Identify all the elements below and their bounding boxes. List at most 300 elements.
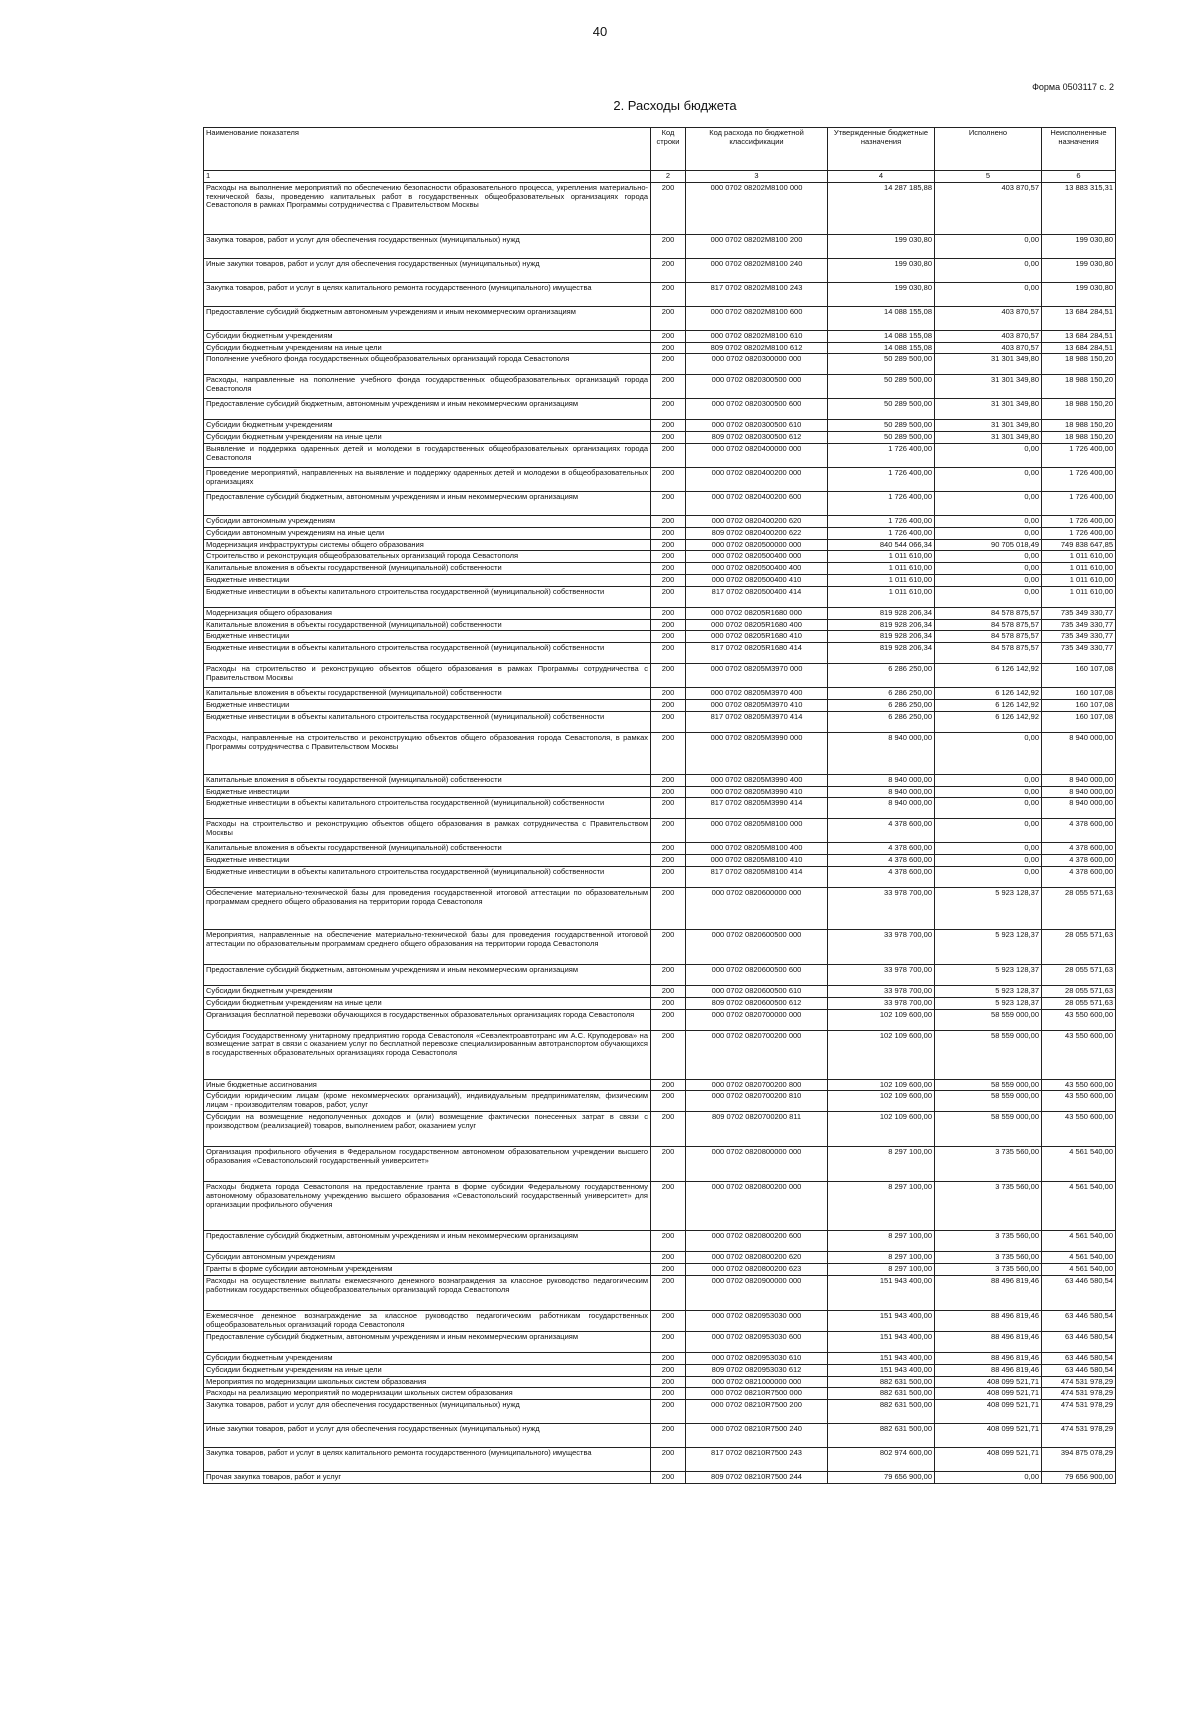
row-kbk: 000 0702 08202М8100 610 (686, 330, 828, 342)
row-approved: 819 928 206,34 (828, 619, 935, 631)
section-title: 2. Расходы бюджета (613, 98, 737, 113)
row-name: Ежемесячное денежное вознаграждение за классное руководство педагогическим работникам государственных общеобразовательных организаций города Севастополя (204, 1310, 651, 1331)
table-row (204, 432, 1116, 444)
row-executed: 58 559 000,00 (935, 1030, 1042, 1079)
row-approved: 8 297 100,00 (828, 1264, 935, 1276)
row-kbk: 000 0702 0820700200 000 (686, 1030, 828, 1079)
row-code: 200 (651, 964, 686, 985)
row-kbk: 817 0702 08205М3970 414 (686, 711, 828, 732)
row-kbk: 000 0702 0820600500 610 (686, 985, 828, 997)
row-name: Бюджетные инвестиции в объекты капитального строительства государственной (муниципальной) собственности (204, 711, 651, 732)
row-unexecuted: 18 988 150,20 (1042, 432, 1116, 444)
row-name: Субсидии бюджетным учреждениям (204, 420, 651, 432)
row-code: 200 (651, 1424, 686, 1448)
row-approved: 1 726 400,00 (828, 515, 935, 527)
row-approved: 819 928 206,34 (828, 643, 935, 664)
row-unexecuted: 1 011 610,00 (1042, 551, 1116, 563)
row-name: Закупка товаров, работ и услуг для обеспечения государственных (муниципальных) нужд (204, 234, 651, 258)
table-row (204, 1388, 1116, 1400)
row-code: 200 (651, 375, 686, 399)
row-unexecuted: 749 838 647,85 (1042, 539, 1116, 551)
table-row (204, 985, 1116, 997)
row-approved: 102 109 600,00 (828, 1112, 935, 1147)
row-code: 200 (651, 467, 686, 491)
row-code: 200 (651, 699, 686, 711)
row-unexecuted: 63 446 580,54 (1042, 1352, 1116, 1364)
row-unexecuted: 160 107,08 (1042, 711, 1116, 732)
row-name: Проведение мероприятий, направленных на выявление и поддержку одаренных детей и молодежи в общеобразовательных организациях (204, 467, 651, 491)
row-unexecuted: 1 011 610,00 (1042, 586, 1116, 607)
header-number: 6 (1042, 171, 1116, 183)
row-name: Субсидии на возмещение недополученных доходов и (или) возмещение фактически понесенных затрат в связи с производством (реализацией) товаров, выполнением работ, оказанием услуг (204, 1112, 651, 1147)
row-name: Капитальные вложения в объекты государственной (муниципальной) собственности (204, 563, 651, 575)
row-code: 200 (651, 664, 686, 688)
row-code: 200 (651, 732, 686, 774)
row-unexecuted: 160 107,08 (1042, 688, 1116, 700)
row-name: Расходы на реализацию мероприятий по модернизации школьных систем образования (204, 1388, 651, 1400)
row-unexecuted: 1 726 400,00 (1042, 515, 1116, 527)
row-unexecuted: 4 561 540,00 (1042, 1182, 1116, 1231)
table-row (204, 1009, 1116, 1030)
row-approved: 8 940 000,00 (828, 798, 935, 819)
row-executed: 3 735 560,00 (935, 1182, 1042, 1231)
table-row (204, 1112, 1116, 1147)
row-name: Капитальные вложения в объекты государственной (муниципальной) собственности (204, 774, 651, 786)
table-row (204, 732, 1116, 774)
row-unexecuted: 43 550 600,00 (1042, 1091, 1116, 1112)
row-approved: 50 289 500,00 (828, 420, 935, 432)
row-kbk: 000 0702 0820400200 600 (686, 491, 828, 515)
row-kbk: 000 0702 08202М8100 240 (686, 258, 828, 282)
row-executed: 90 705 018,49 (935, 539, 1042, 551)
table-row (204, 527, 1116, 539)
row-name: Строительство и реконструкция общеобразовательных организаций города Севастополя (204, 551, 651, 563)
row-name: Предоставление субсидий бюджетным, автономным учреждениям и иным некоммерческим организациям (204, 964, 651, 985)
row-executed: 5 923 128,37 (935, 997, 1042, 1009)
row-kbk: 000 0702 0820700000 000 (686, 1009, 828, 1030)
row-kbk: 817 0702 0820500400 414 (686, 586, 828, 607)
row-name: Бюджетные инвестиции (204, 631, 651, 643)
row-kbk: 000 0702 08205М3970 410 (686, 699, 828, 711)
row-unexecuted: 18 988 150,20 (1042, 399, 1116, 420)
row-code: 200 (651, 342, 686, 354)
row-kbk: 809 0702 0820600500 612 (686, 997, 828, 1009)
row-name: Расходы на выполнение мероприятий по обеспечению безопасности образовательного процесса, укрепления материально-технической базы, проведению капитальных работ в государственных общеобразовательных организациях города Севастополя в рамках Программы сотрудничества с Правительством Москвы (204, 182, 651, 234)
header-name: Наименование показателя (204, 128, 651, 171)
row-name: Субсидии автономным учреждениям (204, 1252, 651, 1264)
row-executed: 408 099 521,71 (935, 1424, 1042, 1448)
row-code: 200 (651, 563, 686, 575)
table-row (204, 551, 1116, 563)
row-unexecuted: 735 349 330,77 (1042, 631, 1116, 643)
row-approved: 8 297 100,00 (828, 1252, 935, 1264)
row-code: 200 (651, 1376, 686, 1388)
row-executed: 0,00 (935, 732, 1042, 774)
row-name: Расходы на строительство и реконструкцию объектов общего образования в рамках Программы сотрудничества с Правительством Москвы (204, 664, 651, 688)
row-unexecuted: 63 446 580,54 (1042, 1331, 1116, 1352)
table-row (204, 843, 1116, 855)
row-code: 200 (651, 586, 686, 607)
table-row (204, 1472, 1116, 1484)
row-unexecuted: 18 988 150,20 (1042, 375, 1116, 399)
row-name: Расходы бюджета города Севастополя на предоставление гранта в форме субсидии Федеральному государственному автономному образовательному учреждению высшего образования «Севастопольский государственный университет» для организации профильного обучения (204, 1182, 651, 1231)
row-executed: 408 099 521,71 (935, 1388, 1042, 1400)
row-kbk: 000 0702 0820500400 000 (686, 551, 828, 563)
row-code: 200 (651, 515, 686, 527)
row-approved: 8 940 000,00 (828, 786, 935, 798)
table-row (204, 929, 1116, 964)
row-executed: 0,00 (935, 551, 1042, 563)
row-code: 200 (651, 432, 686, 444)
table-row (204, 1091, 1116, 1112)
row-kbk: 000 0702 0820800200 623 (686, 1264, 828, 1276)
header-code: Код строки (651, 128, 686, 171)
row-unexecuted: 13 684 284,51 (1042, 342, 1116, 354)
row-unexecuted: 4 561 540,00 (1042, 1252, 1116, 1264)
row-kbk: 809 0702 0820400200 622 (686, 527, 828, 539)
row-name: Обеспечение материально-технической базы для проведения государственной итоговой аттестации по образовательным программам среднего общего образования на территории города Севастополя (204, 887, 651, 929)
row-kbk: 000 0702 0820500400 410 (686, 574, 828, 586)
row-code: 200 (651, 631, 686, 643)
table-row (204, 1231, 1116, 1252)
row-code: 200 (651, 1182, 686, 1231)
row-name: Организация бесплатной перевозки обучающихся в государственных образовательных организациях города Севастополя (204, 1009, 651, 1030)
row-kbk: 000 0702 0820300000 000 (686, 354, 828, 375)
row-name: Иные закупки товаров, работ и услуг для обеспечения государственных (муниципальных) нужд (204, 1424, 651, 1448)
row-approved: 6 286 250,00 (828, 664, 935, 688)
row-kbk: 000 0702 08210R7500 000 (686, 1388, 828, 1400)
form-label: Форма 0503117 с. 2 (1032, 82, 1114, 92)
row-code: 200 (651, 399, 686, 420)
row-name: Субсидии бюджетным учреждениям на иные цели (204, 342, 651, 354)
row-code: 200 (651, 574, 686, 586)
table-row (204, 607, 1116, 619)
table-row (204, 866, 1116, 887)
row-executed: 31 301 349,80 (935, 432, 1042, 444)
row-code: 200 (651, 1079, 686, 1091)
row-executed: 6 126 142,92 (935, 664, 1042, 688)
row-executed: 88 496 819,46 (935, 1364, 1042, 1376)
table-row (204, 711, 1116, 732)
row-unexecuted: 1 726 400,00 (1042, 491, 1116, 515)
row-unexecuted: 63 446 580,54 (1042, 1310, 1116, 1331)
row-approved: 14 088 155,08 (828, 330, 935, 342)
row-approved: 151 943 400,00 (828, 1331, 935, 1352)
row-approved: 199 030,80 (828, 282, 935, 306)
row-approved: 14 088 155,08 (828, 342, 935, 354)
row-name: Прочая закупка товаров, работ и услуг (204, 1472, 651, 1484)
row-unexecuted: 28 055 571,63 (1042, 929, 1116, 964)
table-row (204, 643, 1116, 664)
row-kbk: 000 0702 0820400200 620 (686, 515, 828, 527)
row-code: 200 (651, 866, 686, 887)
row-kbk: 000 0702 0820300500 610 (686, 420, 828, 432)
row-name: Капитальные вложения в объекты государственной (муниципальной) собственности (204, 619, 651, 631)
row-unexecuted: 1 011 610,00 (1042, 574, 1116, 586)
row-name: Субсидии бюджетным учреждениям на иные цели (204, 432, 651, 444)
row-kbk: 000 0702 0820300500 000 (686, 375, 828, 399)
row-unexecuted: 4 378 600,00 (1042, 855, 1116, 867)
row-unexecuted: 199 030,80 (1042, 234, 1116, 258)
row-code: 200 (651, 306, 686, 330)
row-approved: 819 928 206,34 (828, 607, 935, 619)
table-row (204, 574, 1116, 586)
row-name: Модернизация инфраструктуры системы общего образования (204, 539, 651, 551)
table-row (204, 964, 1116, 985)
table-row (204, 1252, 1116, 1264)
row-code: 200 (651, 1112, 686, 1147)
row-approved: 8 297 100,00 (828, 1231, 935, 1252)
row-executed: 31 301 349,80 (935, 399, 1042, 420)
row-approved: 1 011 610,00 (828, 551, 935, 563)
row-name: Субсидия Государственному унитарному предприятию города Севастополя «Севэлектроавтотранс им А.С. Круподерова» на возмещение затрат в связи с оказанием услуг по бесплатной перевозке специализированным автотранспортом обучающихся в государственных образовательных организациях города Севастополя (204, 1030, 651, 1079)
table-row (204, 1310, 1116, 1331)
row-approved: 802 974 600,00 (828, 1448, 935, 1472)
row-unexecuted: 735 349 330,77 (1042, 643, 1116, 664)
row-unexecuted: 13 684 284,51 (1042, 330, 1116, 342)
row-code: 200 (651, 1091, 686, 1112)
row-code: 200 (651, 1352, 686, 1364)
row-name: Мероприятия, направленные на обеспечение материально-технической базы для проведения государственной итоговой аттестации по образовательным программам среднего общего образования на территории города Севастополя (204, 929, 651, 964)
row-name: Капитальные вложения в объекты государственной (муниципальной) собственности (204, 688, 651, 700)
table-row (204, 515, 1116, 527)
row-executed: 403 870,57 (935, 182, 1042, 234)
row-name: Субсидии бюджетным учреждениям (204, 330, 651, 342)
row-executed: 403 870,57 (935, 306, 1042, 330)
row-unexecuted: 474 531 978,29 (1042, 1424, 1116, 1448)
row-approved: 882 631 500,00 (828, 1388, 935, 1400)
row-unexecuted: 4 561 540,00 (1042, 1264, 1116, 1276)
row-executed: 408 099 521,71 (935, 1400, 1042, 1424)
row-approved: 4 378 600,00 (828, 843, 935, 855)
table-row (204, 306, 1116, 330)
header-number: 2 (651, 171, 686, 183)
row-approved: 1 726 400,00 (828, 527, 935, 539)
row-executed: 84 578 875,57 (935, 643, 1042, 664)
row-kbk: 000 0702 0820953030 000 (686, 1310, 828, 1331)
row-executed: 403 870,57 (935, 330, 1042, 342)
row-name: Бюджетные инвестиции (204, 786, 651, 798)
row-unexecuted: 474 531 978,29 (1042, 1376, 1116, 1388)
row-unexecuted: 1 726 400,00 (1042, 527, 1116, 539)
row-unexecuted: 43 550 600,00 (1042, 1112, 1116, 1147)
row-kbk: 000 0702 0820400000 000 (686, 443, 828, 467)
row-code: 200 (651, 997, 686, 1009)
table-row (204, 443, 1116, 467)
table-row (204, 342, 1116, 354)
row-approved: 151 943 400,00 (828, 1364, 935, 1376)
table-row (204, 1424, 1116, 1448)
row-unexecuted: 28 055 571,63 (1042, 997, 1116, 1009)
row-code: 200 (651, 1400, 686, 1424)
row-code: 200 (651, 1388, 686, 1400)
row-executed: 3 735 560,00 (935, 1231, 1042, 1252)
row-unexecuted: 4 378 600,00 (1042, 819, 1116, 843)
row-unexecuted: 8 940 000,00 (1042, 732, 1116, 774)
row-name: Субсидии юридическим лицам (кроме некоммерческих организаций), индивидуальным предпринимателям, физическим лицам - производителям товаров, работ, услуг (204, 1091, 651, 1112)
row-kbk: 000 0702 0820800200 600 (686, 1231, 828, 1252)
row-name: Предоставление субсидий бюджетным автономным учреждениям и иным некоммерческим организациям (204, 306, 651, 330)
row-executed: 5 923 128,37 (935, 887, 1042, 929)
row-approved: 50 289 500,00 (828, 375, 935, 399)
row-unexecuted: 18 988 150,20 (1042, 420, 1116, 432)
row-approved: 14 088 155,08 (828, 306, 935, 330)
row-approved: 4 378 600,00 (828, 855, 935, 867)
header-number: 5 (935, 171, 1042, 183)
row-executed: 0,00 (935, 515, 1042, 527)
table-row (204, 1352, 1116, 1364)
row-approved: 882 631 500,00 (828, 1400, 935, 1424)
row-executed: 0,00 (935, 234, 1042, 258)
row-code: 200 (651, 619, 686, 631)
table-row (204, 1364, 1116, 1376)
row-code: 200 (651, 843, 686, 855)
table-row (204, 1030, 1116, 1079)
row-executed: 0,00 (935, 527, 1042, 539)
row-approved: 33 978 700,00 (828, 985, 935, 997)
row-name: Расходы на строительство и реконструкцию объектов общего образования в рамках сотрудничества с Правительством Москвы (204, 819, 651, 843)
row-name: Организация профильного обучения в Федеральном государственном автономном образовательном учреждении высшего образования «Севастопольский государственный университет» (204, 1147, 651, 1182)
table-row (204, 467, 1116, 491)
row-kbk: 000 0702 0820800000 000 (686, 1147, 828, 1182)
row-kbk: 000 0702 0820500000 000 (686, 539, 828, 551)
row-approved: 8 940 000,00 (828, 732, 935, 774)
row-kbk: 000 0702 0820953030 600 (686, 1331, 828, 1352)
row-code: 200 (651, 258, 686, 282)
row-code: 200 (651, 1264, 686, 1276)
row-approved: 1 011 610,00 (828, 574, 935, 586)
row-name: Бюджетные инвестиции (204, 699, 651, 711)
row-approved: 79 656 900,00 (828, 1472, 935, 1484)
row-code: 200 (651, 643, 686, 664)
row-name: Иные бюджетные ассигнования (204, 1079, 651, 1091)
row-approved: 8 297 100,00 (828, 1182, 935, 1231)
row-executed: 0,00 (935, 586, 1042, 607)
row-executed: 58 559 000,00 (935, 1091, 1042, 1112)
table-row (204, 1376, 1116, 1388)
row-executed: 0,00 (935, 563, 1042, 575)
row-approved: 151 943 400,00 (828, 1352, 935, 1364)
row-code: 200 (651, 1275, 686, 1310)
row-kbk: 000 0702 08205М8100 400 (686, 843, 828, 855)
row-executed: 88 496 819,46 (935, 1331, 1042, 1352)
row-executed: 0,00 (935, 819, 1042, 843)
row-approved: 6 286 250,00 (828, 699, 935, 711)
row-kbk: 000 0702 08210R7500 200 (686, 1400, 828, 1424)
row-approved: 14 287 185,88 (828, 182, 935, 234)
expenses-table (203, 127, 1116, 1484)
row-name: Бюджетные инвестиции в объекты капитального строительства государственной (муниципальной) собственности (204, 586, 651, 607)
table-row (204, 491, 1116, 515)
table-row (204, 1448, 1116, 1472)
row-kbk: 817 0702 08205М8100 414 (686, 866, 828, 887)
row-code: 200 (651, 1030, 686, 1079)
row-kbk: 000 0702 08202М8100 000 (686, 182, 828, 234)
row-kbk: 000 0702 08205М3970 400 (686, 688, 828, 700)
row-kbk: 000 0702 0820300500 600 (686, 399, 828, 420)
row-approved: 8 940 000,00 (828, 774, 935, 786)
row-executed: 0,00 (935, 443, 1042, 467)
row-approved: 882 631 500,00 (828, 1424, 935, 1448)
row-kbk: 000 0702 0820953030 610 (686, 1352, 828, 1364)
row-code: 200 (651, 887, 686, 929)
table-row (204, 354, 1116, 375)
row-code: 200 (651, 282, 686, 306)
row-executed: 6 126 142,92 (935, 711, 1042, 732)
table-row (204, 887, 1116, 929)
row-approved: 1 011 610,00 (828, 586, 935, 607)
row-executed: 84 578 875,57 (935, 607, 1042, 619)
row-executed: 0,00 (935, 786, 1042, 798)
row-kbk: 817 0702 08205М3990 414 (686, 798, 828, 819)
row-name: Расходы, направленные на пополнение учебного фонда государственных общеобразовательных организаций города Севастополя (204, 375, 651, 399)
row-kbk: 000 0702 0820600500 000 (686, 929, 828, 964)
row-approved: 8 297 100,00 (828, 1147, 935, 1182)
row-executed: 88 496 819,46 (935, 1275, 1042, 1310)
row-kbk: 000 0702 08205М3990 400 (686, 774, 828, 786)
table-row (204, 786, 1116, 798)
row-executed: 6 126 142,92 (935, 699, 1042, 711)
row-unexecuted: 28 055 571,63 (1042, 985, 1116, 997)
row-unexecuted: 199 030,80 (1042, 282, 1116, 306)
row-kbk: 000 0702 0820600000 000 (686, 887, 828, 929)
row-code: 200 (651, 1252, 686, 1264)
table-row (204, 375, 1116, 399)
row-unexecuted: 4 561 540,00 (1042, 1147, 1116, 1182)
row-kbk: 000 0702 08210R7500 240 (686, 1424, 828, 1448)
row-executed: 88 496 819,46 (935, 1310, 1042, 1331)
row-kbk: 000 0702 08205R1680 410 (686, 631, 828, 643)
row-approved: 33 978 700,00 (828, 929, 935, 964)
row-unexecuted: 474 531 978,29 (1042, 1388, 1116, 1400)
table-row (204, 798, 1116, 819)
row-name: Закупка товаров, работ и услуг для обеспечения государственных (муниципальных) нужд (204, 1400, 651, 1424)
row-kbk: 000 0702 0820900000 000 (686, 1275, 828, 1310)
row-kbk: 000 0702 08205М3970 000 (686, 664, 828, 688)
row-kbk: 000 0702 08205R1680 000 (686, 607, 828, 619)
row-approved: 199 030,80 (828, 258, 935, 282)
row-unexecuted: 43 550 600,00 (1042, 1079, 1116, 1091)
row-approved: 1 726 400,00 (828, 467, 935, 491)
row-executed: 84 578 875,57 (935, 631, 1042, 643)
row-unexecuted: 8 940 000,00 (1042, 798, 1116, 819)
row-name: Бюджетные инвестиции в объекты капитального строительства государственной (муниципальной) собственности (204, 866, 651, 887)
row-name: Бюджетные инвестиции в объекты капитального строительства государственной (муниципальной) собственности (204, 643, 651, 664)
row-unexecuted: 79 656 900,00 (1042, 1472, 1116, 1484)
row-code: 200 (651, 1448, 686, 1472)
row-code: 200 (651, 1009, 686, 1030)
row-kbk: 000 0702 0820700200 810 (686, 1091, 828, 1112)
row-unexecuted: 28 055 571,63 (1042, 964, 1116, 985)
row-name: Закупка товаров, работ и услуг в целях капитального ремонта государственного (муниципального) имущества (204, 1448, 651, 1472)
table-row (204, 1182, 1116, 1231)
row-kbk: 000 0702 08205R1680 400 (686, 619, 828, 631)
row-code: 200 (651, 234, 686, 258)
row-unexecuted: 63 446 580,54 (1042, 1364, 1116, 1376)
row-unexecuted: 13 883 315,31 (1042, 182, 1116, 234)
row-code: 200 (651, 420, 686, 432)
row-executed: 3 735 560,00 (935, 1147, 1042, 1182)
row-executed: 58 559 000,00 (935, 1112, 1042, 1147)
header-approved: Утвержденные бюджетные назначения (828, 128, 935, 171)
row-approved: 4 378 600,00 (828, 866, 935, 887)
row-unexecuted: 394 875 078,29 (1042, 1448, 1116, 1472)
table-row (204, 664, 1116, 688)
row-name: Субсидии бюджетным учреждениям (204, 1352, 651, 1364)
row-unexecuted: 63 446 580,54 (1042, 1275, 1116, 1310)
row-name: Субсидии бюджетным учреждениям (204, 985, 651, 997)
row-code: 200 (651, 711, 686, 732)
